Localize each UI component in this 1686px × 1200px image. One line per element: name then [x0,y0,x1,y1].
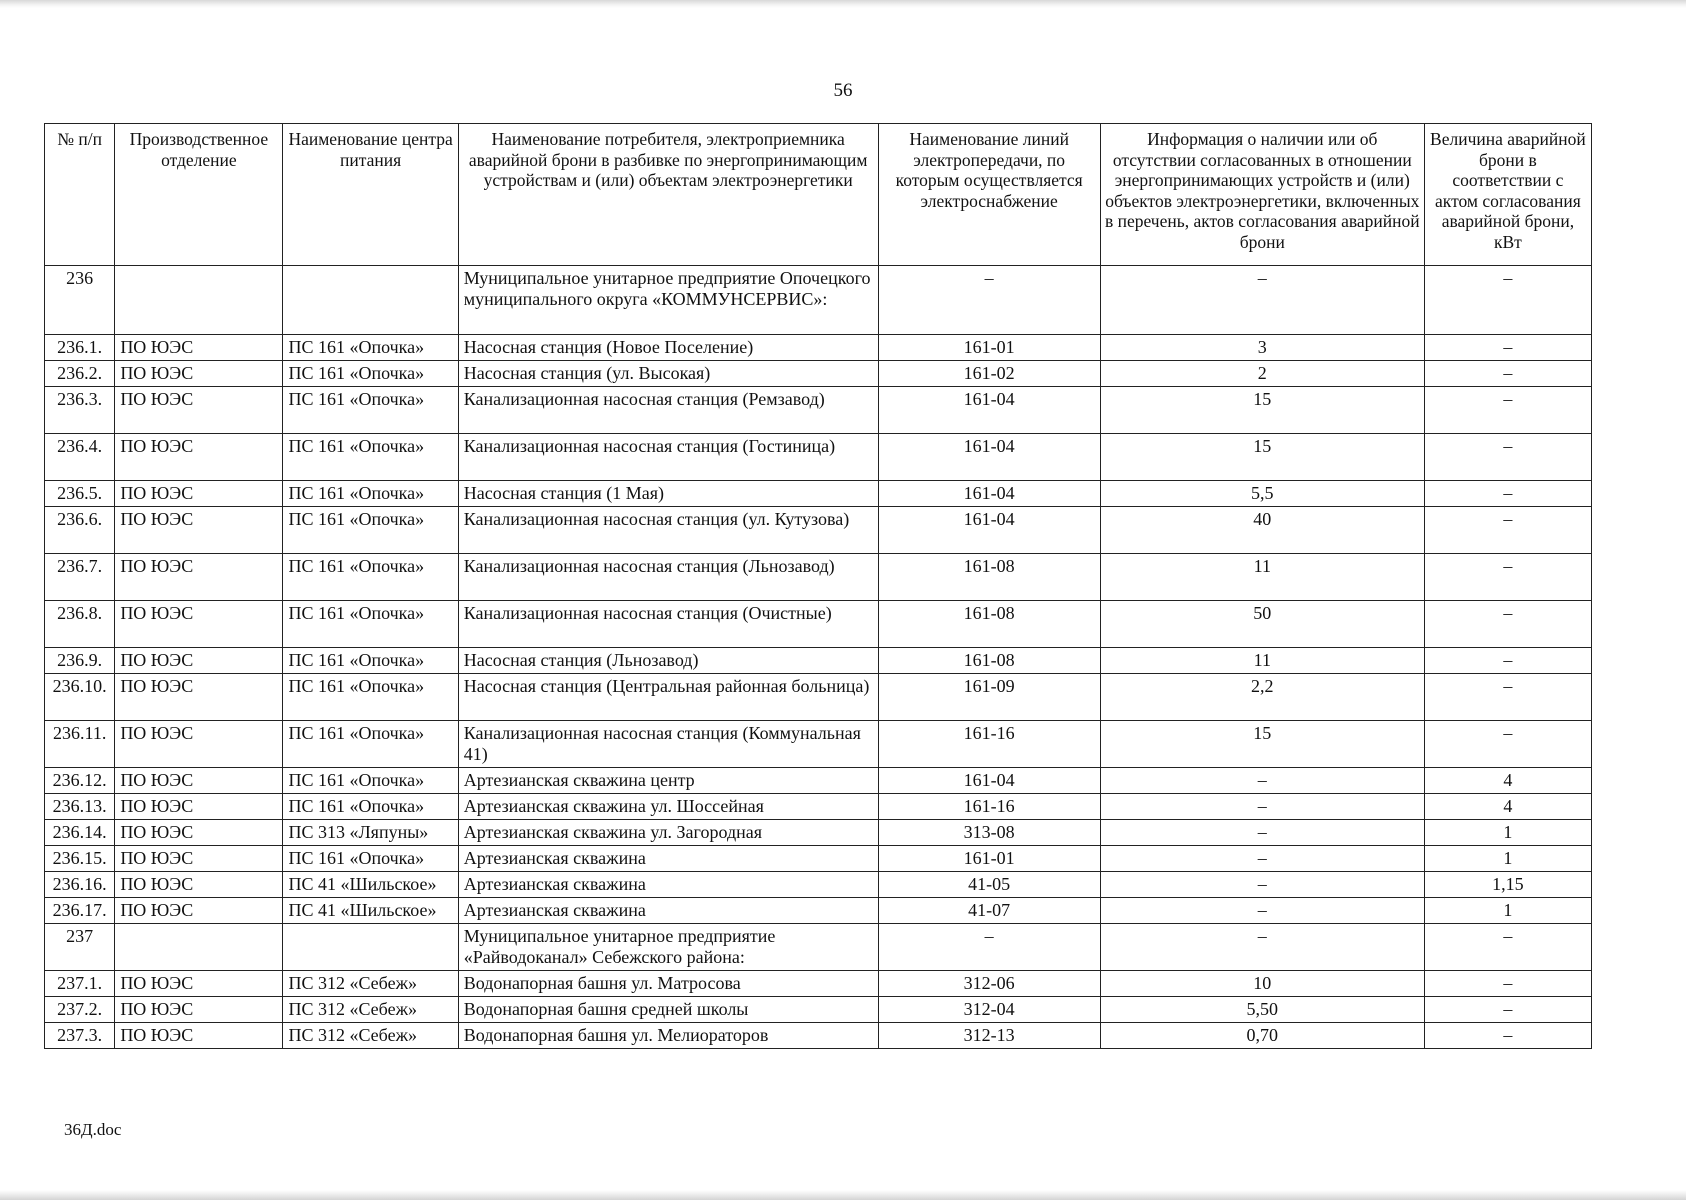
cell-agreement-info: 2,2 [1100,674,1424,721]
cell-power-center: ПС 313 «Ляпуны» [283,820,458,846]
table-row [45,898,1592,924]
cell-reserve-kw: 1 [1424,846,1591,872]
cell-power-center: ПС 161 «Опочка» [283,601,458,648]
cell-agreement-info: 11 [1100,554,1424,601]
cell-consumer: Канализационная насосная станция (Ремзавод) [458,387,878,434]
cell-agreement-info: – [1100,266,1424,335]
cell-power-center: ПС 161 «Опочка» [283,507,458,554]
cell-num: 236.4. [45,434,115,481]
cell-power-center: ПС 161 «Опочка» [283,794,458,820]
cell-num: 236.13. [45,794,115,820]
table-row [45,971,1592,997]
cell-reserve-kw: – [1424,266,1591,335]
cell-agreement-info: 5,5 [1100,481,1424,507]
cell-reserve-kw: – [1424,971,1591,997]
cell-division [115,924,283,971]
cell-consumer: Насосная станция (ул. Высокая) [458,361,878,387]
cell-power-line: 161-01 [878,335,1100,361]
cell-power-line: 161-04 [878,768,1100,794]
cell-power-line: 312-13 [878,1023,1100,1049]
table-row [45,872,1592,898]
cell-division: ПО ЮЭС [115,721,283,768]
table-row [45,266,1592,335]
cell-power-line: 161-09 [878,674,1100,721]
cell-agreement-info: – [1100,924,1424,971]
cell-division: ПО ЮЭС [115,1023,283,1049]
cell-power-center: ПС 161 «Опочка» [283,481,458,507]
table-row [45,481,1592,507]
cell-power-line: 312-06 [878,971,1100,997]
table-row [45,924,1592,971]
header-power-line: Наименование линий электропередачи, по которым осуществляется электроснабжение [878,124,1100,266]
cell-division: ПО ЮЭС [115,335,283,361]
cell-consumer: Насосная станция (1 Мая) [458,481,878,507]
cell-power-line: 161-16 [878,721,1100,768]
cell-power-center: ПС 161 «Опочка» [283,554,458,601]
cell-num: 237.2. [45,997,115,1023]
cell-division [115,266,283,335]
cell-consumer: Артезианская скважина центр [458,768,878,794]
cell-num: 236.14. [45,820,115,846]
cell-reserve-kw: – [1424,1023,1591,1049]
cell-reserve-kw: – [1424,481,1591,507]
cell-agreement-info: – [1100,898,1424,924]
cell-agreement-info: 40 [1100,507,1424,554]
table-row [45,507,1592,554]
table-row [45,794,1592,820]
cell-division: ПО ЮЭС [115,846,283,872]
cell-agreement-info: 15 [1100,434,1424,481]
cell-reserve-kw: – [1424,674,1591,721]
cell-division: ПО ЮЭС [115,898,283,924]
cell-reserve-kw: – [1424,648,1591,674]
cell-division: ПО ЮЭС [115,820,283,846]
header-num: № п/п [45,124,115,266]
cell-num: 236.3. [45,387,115,434]
cell-power-line: 161-04 [878,507,1100,554]
cell-division: ПО ЮЭС [115,674,283,721]
cell-power-line: 161-04 [878,387,1100,434]
header-division: Производственное отделение [115,124,283,266]
reserve-table [44,123,1592,1049]
cell-reserve-kw: – [1424,721,1591,768]
cell-power-line: 161-04 [878,434,1100,481]
cell-reserve-kw: – [1424,924,1591,971]
table-row [45,434,1592,481]
table-row [45,601,1592,648]
page-number: 56 [833,80,853,101]
cell-agreement-info: 10 [1100,971,1424,997]
cell-power-line: 312-04 [878,997,1100,1023]
cell-reserve-kw: – [1424,335,1591,361]
cell-num: 236 [45,266,115,335]
cell-consumer: Артезианская скважина [458,898,878,924]
cell-division: ПО ЮЭС [115,971,283,997]
scan-edge-bottom [0,1190,1686,1200]
cell-division: ПО ЮЭС [115,481,283,507]
cell-num: 236.6. [45,507,115,554]
cell-consumer: Муниципальное унитарное предприятие Опочецкого муниципального округа «КОММУНСЕРВИС»: [458,266,878,335]
cell-power-center: ПС 41 «Шильское» [283,872,458,898]
cell-num: 236.1. [45,335,115,361]
cell-power-center [283,266,458,335]
cell-power-line: 161-01 [878,846,1100,872]
header-consumer: Наименование потребителя, электроприемника аварийной брони в разбивке по энергопринимающим устройствам и (или) объектам электроэнергетики [458,124,878,266]
cell-power-center: ПС 161 «Опочка» [283,721,458,768]
header-agreement-info: Информация о наличии или об отсутствии согласованных в отношении энергопринимающих устройств и (или) объектов электроэнергетики, включенных в перечень, актов согласования аварийной брони [1100,124,1424,266]
cell-power-center: ПС 41 «Шильское» [283,898,458,924]
cell-consumer: Водонапорная башня средней школы [458,997,878,1023]
cell-consumer: Водонапорная башня ул. Мелиораторов [458,1023,878,1049]
table-row [45,820,1592,846]
cell-power-line: 161-04 [878,481,1100,507]
table-row [45,1023,1592,1049]
cell-agreement-info: – [1100,768,1424,794]
cell-consumer: Водонапорная башня ул. Матросова [458,971,878,997]
cell-reserve-kw: – [1424,601,1591,648]
cell-power-line: 313-08 [878,820,1100,846]
cell-division: ПО ЮЭС [115,361,283,387]
cell-division: ПО ЮЭС [115,872,283,898]
cell-consumer: Муниципальное унитарное предприятие «Райводоканал» Себежского района: [458,924,878,971]
cell-power-center: ПС 161 «Опочка» [283,674,458,721]
cell-division: ПО ЮЭС [115,387,283,434]
cell-division: ПО ЮЭС [115,434,283,481]
cell-num: 236.12. [45,768,115,794]
scan-edge-top [0,0,1686,8]
cell-power-center: ПС 161 «Опочка» [283,768,458,794]
cell-division: ПО ЮЭС [115,997,283,1023]
table-row [45,674,1592,721]
cell-power-center [283,924,458,971]
cell-num: 236.9. [45,648,115,674]
table-row [45,554,1592,601]
cell-power-line: – [878,266,1100,335]
cell-consumer: Канализационная насосная станция (Гостиница) [458,434,878,481]
cell-num: 236.8. [45,601,115,648]
table-row [45,846,1592,872]
cell-agreement-info: 15 [1100,721,1424,768]
cell-power-center: ПС 161 «Опочка» [283,434,458,481]
cell-num: 236.17. [45,898,115,924]
cell-num: 236.11. [45,721,115,768]
cell-power-line: 161-02 [878,361,1100,387]
cell-consumer: Артезианская скважина [458,872,878,898]
cell-reserve-kw: – [1424,387,1591,434]
cell-num: 237.1. [45,971,115,997]
cell-agreement-info: 3 [1100,335,1424,361]
cell-num: 237.3. [45,1023,115,1049]
cell-power-line: 161-08 [878,554,1100,601]
cell-reserve-kw: – [1424,997,1591,1023]
cell-power-line: 41-05 [878,872,1100,898]
cell-num: 236.7. [45,554,115,601]
cell-num: 236.2. [45,361,115,387]
cell-agreement-info: 0,70 [1100,1023,1424,1049]
cell-reserve-kw: – [1424,554,1591,601]
cell-num: 236.10. [45,674,115,721]
cell-power-line: – [878,924,1100,971]
cell-consumer: Насосная станция (Центральная районная больница) [458,674,878,721]
cell-consumer: Канализационная насосная станция (Коммунальная 41) [458,721,878,768]
cell-division: ПО ЮЭС [115,601,283,648]
cell-agreement-info: – [1100,872,1424,898]
table-row [45,721,1592,768]
cell-reserve-kw: 4 [1424,768,1591,794]
table-row [45,768,1592,794]
cell-power-center: ПС 161 «Опочка» [283,648,458,674]
cell-agreement-info: 2 [1100,361,1424,387]
cell-reserve-kw: 1 [1424,898,1591,924]
table-row [45,387,1592,434]
cell-num: 236.15. [45,846,115,872]
table-row [45,648,1592,674]
cell-reserve-kw: 1 [1424,820,1591,846]
cell-consumer: Канализационная насосная станция (Очистные) [458,601,878,648]
cell-reserve-kw: – [1424,507,1591,554]
cell-reserve-kw: – [1424,361,1591,387]
table-row [45,997,1592,1023]
cell-consumer: Артезианская скважина ул. Загородная [458,820,878,846]
table-row [45,361,1592,387]
cell-consumer: Насосная станция (Новое Поселение) [458,335,878,361]
cell-num: 236.16. [45,872,115,898]
cell-power-center: ПС 312 «Себеж» [283,971,458,997]
cell-num: 237 [45,924,115,971]
cell-division: ПО ЮЭС [115,794,283,820]
cell-power-line: 161-08 [878,601,1100,648]
cell-power-center: ПС 161 «Опочка» [283,387,458,434]
cell-consumer: Артезианская скважина [458,846,878,872]
cell-agreement-info: 50 [1100,601,1424,648]
table-row [45,335,1592,361]
cell-num: 236.5. [45,481,115,507]
cell-power-center: ПС 161 «Опочка» [283,361,458,387]
cell-power-line: 161-16 [878,794,1100,820]
cell-consumer: Канализационная насосная станция (Льнозавод) [458,554,878,601]
cell-agreement-info: – [1100,820,1424,846]
cell-consumer: Артезианская скважина ул. Шоссейная [458,794,878,820]
cell-consumer: Насосная станция (Льнозавод) [458,648,878,674]
cell-agreement-info: 5,50 [1100,997,1424,1023]
cell-agreement-info: 11 [1100,648,1424,674]
table-header-row [45,124,1592,266]
table-body [45,266,1592,1049]
cell-reserve-kw: 4 [1424,794,1591,820]
cell-power-line: 41-07 [878,898,1100,924]
cell-power-center: ПС 161 «Опочка» [283,335,458,361]
cell-power-center: ПС 312 «Себеж» [283,997,458,1023]
cell-power-center: ПС 312 «Себеж» [283,1023,458,1049]
cell-reserve-kw: 1,15 [1424,872,1591,898]
header-reserve-kw: Величина аварийной брони в соответствии с актом согласования аварийной брони, кВт [1424,124,1591,266]
cell-division: ПО ЮЭС [115,768,283,794]
cell-reserve-kw: – [1424,434,1591,481]
cell-division: ПО ЮЭС [115,507,283,554]
cell-division: ПО ЮЭС [115,554,283,601]
cell-agreement-info: – [1100,846,1424,872]
cell-agreement-info: – [1100,794,1424,820]
cell-power-line: 161-08 [878,648,1100,674]
cell-division: ПО ЮЭС [115,648,283,674]
cell-power-center: ПС 161 «Опочка» [283,846,458,872]
cell-consumer: Канализационная насосная станция (ул. Кутузова) [458,507,878,554]
footer-filename: 36Д.doc [64,1120,122,1139]
header-power-center: Наименование центра питания [283,124,458,266]
cell-agreement-info: 15 [1100,387,1424,434]
